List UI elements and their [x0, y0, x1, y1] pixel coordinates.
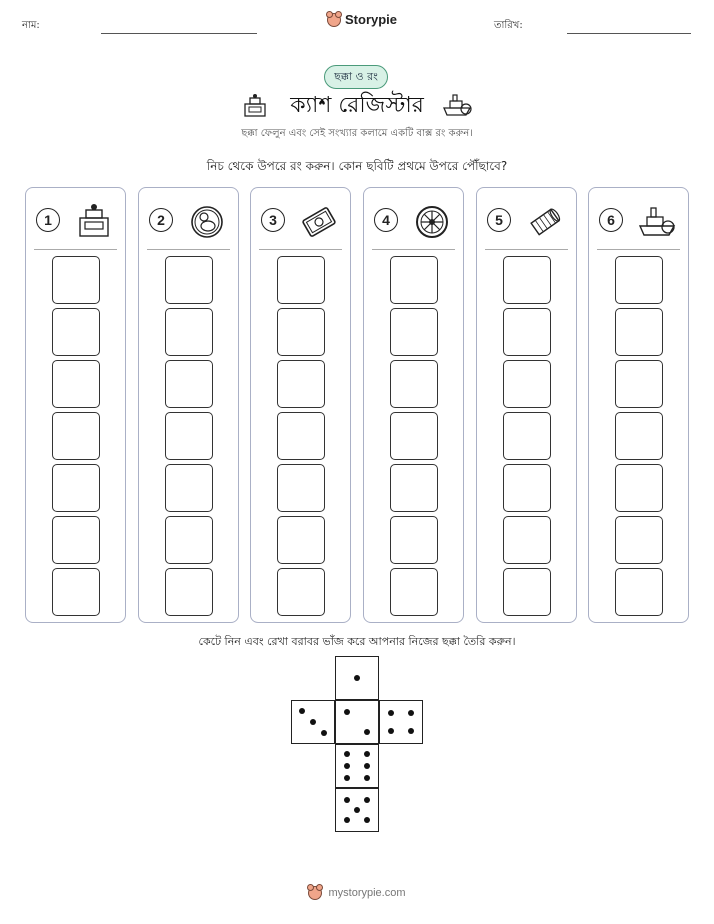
color-box[interactable] — [277, 516, 325, 564]
dice-face-6 — [335, 744, 379, 788]
dice-pip — [310, 719, 316, 725]
color-box[interactable] — [52, 256, 100, 304]
color-box[interactable] — [615, 412, 663, 460]
page-title: ক্যাশ রেজিস্টার — [290, 93, 424, 118]
color-box[interactable] — [390, 568, 438, 616]
coin-roll-icon — [525, 202, 565, 246]
dice-pip — [364, 775, 370, 781]
column-header — [364, 202, 463, 242]
dice-pip — [408, 728, 414, 734]
cash-register-icon — [74, 202, 114, 246]
footer-url[interactable]: mystorypie.com — [328, 887, 406, 899]
column-1 — [25, 187, 126, 623]
column-header — [139, 202, 238, 242]
dice-face-1 — [335, 656, 379, 700]
color-box[interactable] — [52, 308, 100, 356]
column-6 — [588, 187, 689, 623]
column-header — [26, 202, 125, 242]
color-box[interactable] — [503, 412, 551, 460]
column-5 — [476, 187, 577, 623]
color-box[interactable] — [165, 308, 213, 356]
color-box[interactable] — [615, 568, 663, 616]
color-box[interactable] — [277, 360, 325, 408]
color-box[interactable] — [165, 412, 213, 460]
column-number: 5 — [487, 208, 511, 232]
banknote-icon — [299, 202, 339, 246]
column-divider — [34, 249, 117, 250]
dice-pip — [354, 807, 360, 813]
color-box[interactable] — [277, 308, 325, 356]
column-2 — [138, 187, 239, 623]
bear-logo-icon — [327, 13, 341, 27]
dice-pip — [344, 709, 350, 715]
dice-pip — [344, 775, 350, 781]
dice-pip — [344, 763, 350, 769]
color-box[interactable] — [615, 360, 663, 408]
column-number: 4 — [374, 208, 398, 232]
instruction: নিচ থেকে উপরে রং করুন। কোন ছবিটি প্রথমে উপরে পৌঁছাবে? — [206, 159, 508, 173]
column-header — [251, 202, 350, 242]
color-box[interactable] — [52, 568, 100, 616]
footer — [0, 886, 714, 900]
dice-face-4 — [379, 700, 423, 744]
color-box[interactable] — [52, 516, 100, 564]
brand-name: Storypie — [345, 12, 398, 27]
color-box[interactable] — [503, 256, 551, 304]
color-box[interactable] — [277, 412, 325, 460]
dice-pip — [388, 728, 394, 734]
color-box[interactable] — [390, 412, 438, 460]
dice-face-5 — [335, 788, 379, 832]
dice-face-3 — [291, 700, 335, 744]
color-box[interactable] — [165, 464, 213, 512]
column-divider — [259, 249, 342, 250]
name-label: নাম: — [22, 20, 40, 31]
date-label: তারিখ: — [494, 20, 523, 31]
color-box[interactable] — [503, 568, 551, 616]
steamboat-icon — [442, 92, 474, 118]
cut-instruction: কেটে নিন এবং রেখা বরাবর ভাঁজ করে আপনার নিজের ছক্কা তৈরি করুন। — [198, 635, 516, 648]
column-divider — [147, 249, 230, 250]
column-number: 2 — [149, 208, 173, 232]
color-box[interactable] — [165, 360, 213, 408]
column-number: 1 — [36, 208, 60, 232]
color-box[interactable] — [503, 360, 551, 408]
dice-pip — [388, 710, 394, 716]
color-box[interactable] — [503, 464, 551, 512]
column-4 — [363, 187, 464, 623]
name-line[interactable] — [101, 33, 257, 34]
color-box[interactable] — [615, 308, 663, 356]
column-divider — [372, 249, 455, 250]
column-number: 3 — [261, 208, 285, 232]
color-box[interactable] — [390, 360, 438, 408]
color-box[interactable] — [165, 256, 213, 304]
color-box[interactable] — [165, 516, 213, 564]
brand-logo — [327, 12, 397, 27]
column-header — [589, 202, 688, 242]
date-line[interactable] — [567, 33, 691, 34]
category-badge: ছক্কা ও রং — [324, 65, 388, 89]
column-divider — [597, 249, 680, 250]
dice-pip — [321, 730, 327, 736]
color-box[interactable] — [615, 464, 663, 512]
bear-logo-icon — [308, 886, 322, 900]
dice-pip — [364, 751, 370, 757]
color-box[interactable] — [52, 464, 100, 512]
duck-coin-icon — [187, 202, 227, 246]
dice-pip — [364, 729, 370, 735]
color-box[interactable] — [277, 464, 325, 512]
color-box[interactable] — [277, 256, 325, 304]
column-header — [477, 202, 576, 242]
color-box[interactable] — [615, 516, 663, 564]
dice-pip — [344, 751, 350, 757]
dice-pip — [364, 817, 370, 823]
dice-pip — [299, 708, 305, 714]
dice-pip — [408, 710, 414, 716]
column-number: 6 — [599, 208, 623, 232]
dice-pip — [354, 675, 360, 681]
color-box[interactable] — [390, 256, 438, 304]
steamboat-icon — [637, 202, 677, 246]
color-box[interactable] — [52, 360, 100, 408]
color-box[interactable] — [52, 412, 100, 460]
color-box[interactable] — [165, 568, 213, 616]
dice-pip — [344, 797, 350, 803]
dice-pip — [364, 763, 370, 769]
subtitle: ছক্কা ফেলুন এবং সেই সংখ্যার কলামে একটি বাক্স রং করুন। — [241, 128, 473, 139]
wheel-icon — [412, 202, 452, 246]
dice-pip — [364, 797, 370, 803]
dice-face-2 — [335, 700, 379, 744]
color-box[interactable] — [390, 464, 438, 512]
color-box[interactable] — [277, 568, 325, 616]
color-box[interactable] — [390, 308, 438, 356]
column-3 — [250, 187, 351, 623]
dice-pip — [344, 817, 350, 823]
color-box[interactable] — [390, 516, 438, 564]
color-box[interactable] — [615, 256, 663, 304]
color-box[interactable] — [503, 516, 551, 564]
column-divider — [485, 249, 568, 250]
color-box[interactable] — [503, 308, 551, 356]
